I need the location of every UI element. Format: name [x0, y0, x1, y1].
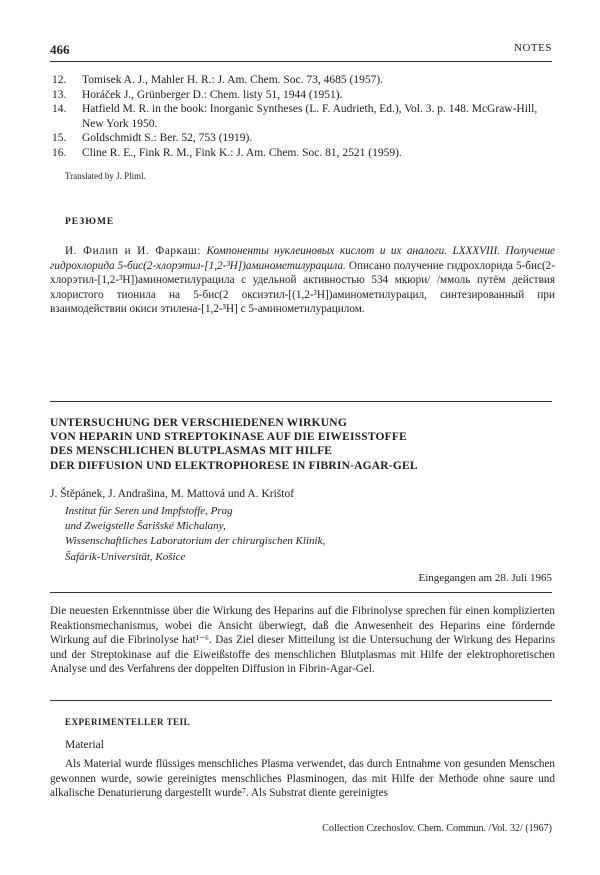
rezume-title: Компоненты нуклеиновых кислот и их аналоги. LXXXVIII. Получение гидрохлорида 5-бис(2-хлорэтил-[1,2-³H])аминометилурацила. [50, 245, 556, 272]
page-number: 466 [50, 42, 70, 57]
abstract-end-rule [50, 700, 552, 701]
running-header [50, 42, 552, 58]
material-text: Als Material wurde flüssiges menschliches Plasma verwendet, das durch Entnahme von gesunden Menschen gewonnen wurde, sowie gereinigtes menschliches Plasminogen, das mit Hilfe der Methode ohne saure und alkalische Denaturierung dargestellt wurde⁷. Als Substrat diente gereinigtes [50, 758, 555, 800]
article-authors: J. Štěpánek, J. Andrašina, M. Mattová und A. Krištof [50, 488, 295, 500]
reference-item: 12. Tomisek A. J., Mahler H. R.: J. Am. Chem. Soc. 73, 4685 (1957). [52, 74, 384, 86]
rezume-text [50, 244, 555, 317]
received-date: Eingegangen am 28. Juli 1965 [418, 572, 552, 584]
reference-item: 15. Goldschmidt S.: Ber. 52, 753 (1919). [52, 132, 253, 145]
reference-item: 13. Horáček J., Grünberger D.: Chem. listy 51, 1944 (1951). [52, 88, 343, 101]
rezume-body: Описано получение гидрохлорида 5-бис(2-хлорэтил-[1,2-³H])аминометилурацила с удельной активностью 534 мкюри/ /ммоль путём действия хлористого тионила на 5-бис(2 оксиэтил-[(1,2-³H])аминометилурацил, синтезированный при взаимодействии окиси этилена-[1,2-³H] с 5-аминометилурацилом. [50, 259, 555, 316]
translator-note: Translated by J. Pliml. [65, 171, 146, 181]
reference-item: 14. Hatfield M. R. in the book: Inorganic Syntheses (L. F. Audrieth, Ed.), Vol. 3. p. 148. McGraw-Hill, New York 1950. [52, 103, 538, 130]
article-abstract: Die neuesten Erkenntnisse über die Wirkung des Heparins auf die Fibrinolyse sprechen für einen komplizierten Reaktionsmechanismus, wobei die Ansicht überwiegt, daß die Anwesenheit des Heparins eine fördernde Wirkung auf die Fibrinolyse hat¹⁻⁶. Das Ziel dieser Mitteilung ist die Untersuchung der Wirkung des Heparins und der Streptokinase auf die Eiweißstoffe des menschlichen Blutplasmas mit Hilfe der elektrophoretischen Analyse und des Verfahrens der doppelten Diffusion in Fibrin-Agar-Gel. [50, 605, 555, 676]
article-title: UNTERSUCHUNG DER VERSCHIEDENEN WIRKUNG VON HEPARIN UND STREPTOKINASE AUF DIE EIWEISSTOFFE DES MENSCHLICHEN BLUTPLASMAS MIT HILFE DER DIFFUSION UND ELEKTROPHORESE IN FIBRIN-AGAR-GEL [50, 417, 418, 472]
section-rule [50, 401, 552, 402]
reference-list [50, 73, 555, 161]
material-heading: Material [65, 739, 104, 751]
journal-footer: Collection Czechoslov. Chem. Commun. /Vol. 32/ (1967) [322, 823, 552, 834]
section-label: NOTES [514, 42, 552, 54]
reference-item: 16. Cline R. E., Fink R. M., Fink K.: J. Am. Chem. Soc. 81, 2521 (1959). [52, 146, 402, 159]
experimental-heading: EXPERIMENTELLER TEIL [65, 717, 191, 727]
article-affiliations: Institut für Seren und Impfstoffe, Prag und Zweigstelle Šarišské Michalany, Wissenschaftliches Laboratorium der chirurgischen Klinik, Šafárik-Universität, Košice [65, 505, 326, 563]
rezume-authors: И. Филип и И. Фаркаш: [65, 245, 201, 257]
abstract-rule [50, 592, 552, 593]
header-rule [50, 61, 552, 62]
rezume-heading: РЕЗЮМЕ [65, 217, 115, 227]
